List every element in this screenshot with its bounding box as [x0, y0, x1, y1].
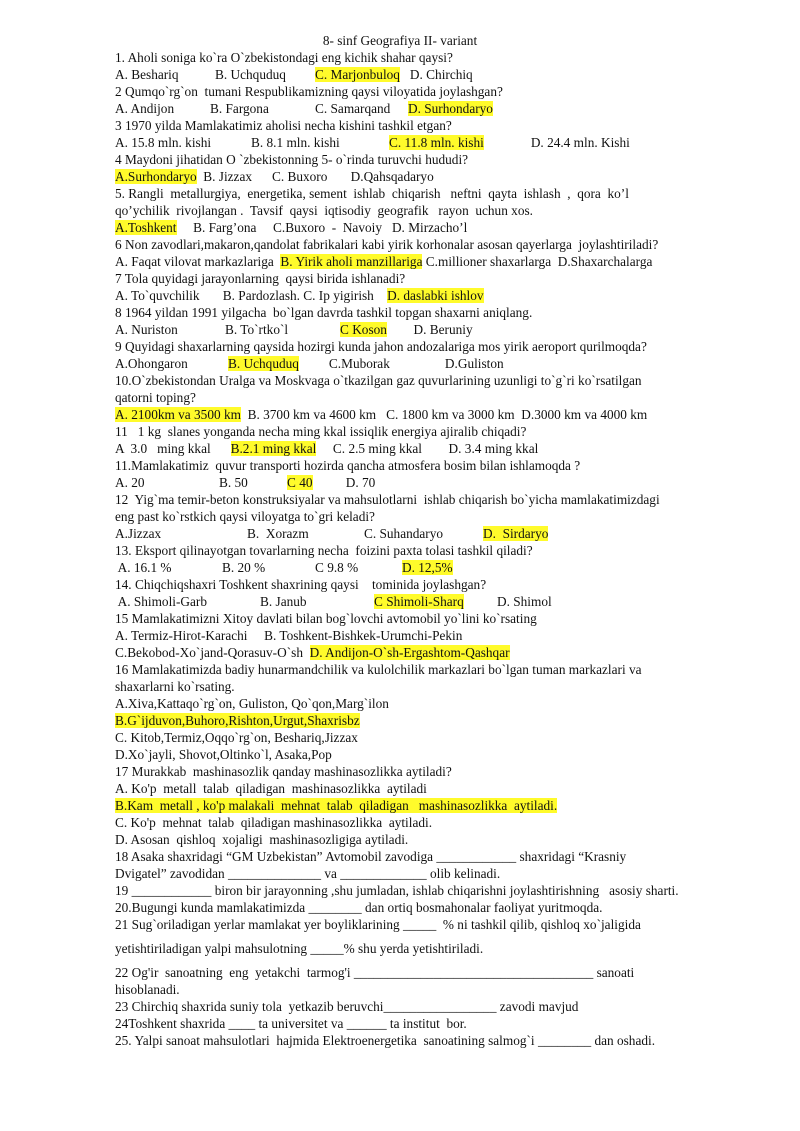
text-line [115, 729, 740, 746]
text-line [115, 998, 740, 1015]
highlighted-answer: A.Surhondaryo [115, 169, 197, 184]
text-line [115, 406, 740, 423]
highlighted-answer: C Koson [340, 322, 387, 337]
text-line [115, 763, 740, 780]
text-segment: B. To`rtko`l [225, 322, 289, 337]
text-segment: 17 Murakkab mashinasozlik qanday mashinasozlikka aytiladi? [115, 764, 452, 779]
text-segment: 20.Bugungi kunda mamlakatimizda ________ dan ortiq bosmahonalar faoliyat yuritmoqda. [115, 900, 603, 915]
text-line [115, 916, 740, 933]
text-segment: B. Janub [260, 594, 307, 609]
highlighted-answer: D. 12,5% [402, 560, 453, 575]
text-segment: A. Faqat vilovat markazlariga [115, 254, 281, 269]
text-line [115, 797, 740, 814]
highlighted-answer: A. 2100km va 3500 km [115, 407, 241, 422]
text-line [115, 508, 740, 525]
highlighted-answer: B. Uchquduq [228, 356, 299, 371]
text-segment: B. 8.1 mln. kishi [251, 135, 340, 150]
text-segment: C. Ko'p mehnat talab qiladigan mashinasozlikka aytiladi. [115, 815, 433, 830]
text-segment: A 3.0 ming kkal [115, 441, 231, 456]
text-line [115, 695, 740, 712]
text-line [115, 1032, 740, 1049]
text-line [115, 576, 740, 593]
text-line [115, 423, 740, 440]
text-line [115, 440, 740, 457]
text-line [115, 270, 740, 287]
text-segment: B. Uchquduq [215, 67, 286, 82]
text-segment: 3 1970 yilda Mamlakatimiz aholisi necha kishini tashkil etgan? [115, 118, 452, 133]
text-segment: 19 ____________ biron bir jarayonning ,shu jumladan, ishlab chiqarishni joylashtirishning asosiy sharti. [115, 883, 679, 898]
text-line [115, 865, 740, 882]
text-segment: C.Muborak [328, 356, 390, 371]
text-line [115, 899, 740, 916]
text-segment: A.Xiva,Kattaqo`rg`on, Guliston, Qo`qon,Marg`ilon [115, 696, 389, 711]
text-line [115, 100, 740, 117]
highlighted-answer: D. Sirdaryo [483, 526, 549, 541]
text-line [115, 457, 740, 474]
text-segment: 25. Yalpi sanoat mahsulotlari hajmida Elektroenergetika sanoatining salmog`i ________ dan oshadi. [115, 1033, 656, 1048]
text-line [115, 49, 740, 66]
text-segment: C.Bekobod-Xo`jand-Qorasuv-O`sh [115, 645, 310, 660]
text-segment: A. 15.8 mln. kishi [115, 135, 212, 150]
text-line [115, 304, 740, 321]
highlighted-answer: C 40 [287, 475, 313, 490]
text-line [115, 168, 740, 185]
text-segment: 23 Chirchiq shaxrida suniy tola yetkazib beruvchi_________________ zavodi mavjud [115, 999, 579, 1014]
highlighted-answer: C. 11.8 mln. kishi [389, 135, 484, 150]
text-line [115, 964, 740, 981]
text-segment: D.Xo`jayli, Shovot,Oltinko`l, Asaka,Pop [115, 747, 332, 762]
text-segment: C 9.8 % [315, 560, 359, 575]
text-line [115, 117, 740, 134]
spacer [115, 957, 740, 964]
text-line [115, 151, 740, 168]
text-segment: D. Beruniy [386, 322, 473, 337]
text-line [115, 389, 740, 406]
text-segment: 18 Asaka shaxridagi “GM Uzbekistan” Avtomobil zavodiga ____________ shaxridagi “Krasniy [115, 849, 627, 864]
text-segment: A. To`quvchilik B. Pardozlash. C. Ip yigirish [115, 288, 388, 303]
text-line [115, 593, 740, 610]
text-segment: A. Ko'p metall talab qiladigan mashinasozlikka aytiladi [115, 781, 427, 796]
highlighted-answer: B. Yirik aholi manzillariga [280, 254, 423, 269]
text-segment: 7 Tola quyidagi jarayonlarning qaysi birida ishlanadi? [115, 271, 406, 286]
text-segment: A.Ohongaron [115, 356, 188, 371]
text-segment: B. Farg’ona C.Buxoro - Navoiy D. Mirzacho’l [176, 220, 468, 235]
highlighted-answer: A.Toshkent [115, 220, 177, 235]
text-segment: A. Nuriston [115, 322, 178, 337]
page-title: 8- sinf Geografiya II- variant [322, 33, 478, 48]
text-line [115, 848, 740, 865]
spacer [115, 933, 740, 940]
text-line [115, 355, 740, 372]
text-segment: 11 1 kg slanes yonganda necha ming kkal issiqlik energiya ajiralib chiqadi? [115, 424, 527, 439]
text-line [115, 746, 740, 763]
text-segment: eng past ko`rstkich qaysi viloyatga to`gri keladi? [115, 509, 375, 524]
text-segment: C. Kitob,Termiz,Oqqo`rg`on, Beshariq,Jizzax [115, 730, 358, 745]
text-segment: 6 Non zavodlari,makaron,qandolat fabrikalari kabi yirik korhonalar asosan qayerlarga joylashtiriladi? [115, 237, 659, 252]
text-segment: A.Jizzax [115, 526, 162, 541]
text-segment: shaxarlarni ko`rsating. [115, 679, 235, 694]
highlighted-answer: C Shimoli-Sharq [374, 594, 464, 609]
text-segment: 9 Quyidagi shaxarlarning qaysida hozirgi kunda jahon andozalariga mos yirik aeroport qurilmoqda? [115, 339, 647, 354]
text-segment: A. Termiz-Hirot-Karachi B. Toshkent-Bishkek-Urumchi-Pekin [115, 628, 463, 643]
text-line [115, 287, 740, 304]
text-segment: hisoblanadi. [115, 982, 180, 997]
text-line [115, 712, 740, 729]
text-segment: D. Shimol [463, 594, 552, 609]
text-line [115, 559, 740, 576]
highlighted-answer: D. Surhondaryo [408, 101, 493, 116]
text-segment: D. 24.4 mln. Kishi [530, 135, 630, 150]
text-segment: A. Andijon [115, 101, 175, 116]
text-line [115, 219, 740, 236]
text-segment: B. 20 % [222, 560, 266, 575]
text-line [115, 525, 740, 542]
text-line [115, 134, 740, 151]
text-segment: B. Jizzax C. Buxoro D.Qahsqadaryo [196, 169, 434, 184]
text-segment: B. 50 [219, 475, 248, 490]
text-line [115, 678, 740, 695]
text-segment: D. Asosan qishloq xojaligi mashinasozligiga aytiladi. [115, 832, 409, 847]
text-segment: 13. Eksport qilinayotgan tovarlarning necha foizini paxta tolasi tashkil qiladi? [115, 543, 533, 558]
text-line [115, 83, 740, 100]
text-segment: D. Chirchiq [399, 67, 473, 82]
text-segment: C. Suhandaryo [364, 526, 444, 541]
text-segment: Dvigatel” zavodidan ______________ va _____________ olib kelinadi. [115, 866, 501, 881]
text-segment: 4 Maydoni jihatidan O `zbekistonning 5- o`rinda turuvchi hududi? [115, 152, 469, 167]
text-line [115, 236, 740, 253]
question-list [115, 49, 740, 1049]
text-segment: C. Samarqand [315, 101, 391, 116]
highlighted-answer: D. daslabki ishlov [387, 288, 484, 303]
text-line [115, 981, 740, 998]
text-segment: qatorni toping? [115, 390, 196, 405]
text-line [115, 882, 740, 899]
text-line [115, 644, 740, 661]
text-line [115, 661, 740, 678]
text-segment: 22 Og'ir sanoatning eng yetakchi tarmog'i ____________________________________ sanoati [115, 965, 635, 980]
text-line [115, 372, 740, 389]
highlighted-answer: C. Marjonbuloq [315, 67, 400, 82]
text-segment: 14. Chiqchiqshaxri Toshkent shaxrining qaysi tominida joylashgan? [115, 577, 487, 592]
text-segment: 12 Yig`ma temir-beton konstruksiyalar va mahsulotlarni ishlab chiqarish bo`yicha mamlakatimizdagi [115, 492, 660, 507]
text-segment: 11.Mamlakatimiz quvur transporti hozirda qancha atmosfera bosim bilan ishlamoqda ? [115, 458, 581, 473]
text-line [115, 474, 740, 491]
text-segment: A. 20 [115, 475, 145, 490]
text-segment: A. 16.1 % [115, 560, 172, 575]
text-segment: 21 Sug`oriladigan yerlar mamlakat yer boyliklarining _____ % ni tashkil qilib, qishloq xo`jaligida [115, 917, 641, 932]
text-segment: D. 70 [312, 475, 376, 490]
text-line [115, 202, 740, 219]
highlighted-answer: D. Andijon-O`sh-Ergashtom-Qashqar [309, 645, 510, 660]
text-line [115, 610, 740, 627]
highlighted-answer: B.2.1 ming kkal [230, 441, 317, 456]
text-segment: 2 Qumqo`rg`on tumani Respublikamizning qaysi viloyatida joylashgan? [115, 84, 503, 99]
text-line [115, 940, 740, 957]
text-segment: 15 Mamlakatimizni Xitoy davlati bilan bog`lovchi avtomobil yo`lini ko`rsating [115, 611, 537, 626]
text-line [115, 338, 740, 355]
text-line [115, 253, 740, 270]
text-segment: B. 3700 km va 4600 km C. 1800 km va 3000 km D.3000 km va 4000 km [240, 407, 648, 422]
highlighted-answer: B.Kam metall , ko'p malakali mehnat talab qiladigan mashinasozlikka aytiladi. [115, 798, 558, 813]
text-segment: 16 Mamlakatimizda badiy hunarmandchilik va kulolchilik markazlari bo`lgan tuman markazlari va [115, 662, 642, 677]
text-segment: 24Toshkent shaxrida ____ ta universitet va ______ ta institut bor. [115, 1016, 467, 1031]
text-line [115, 814, 740, 831]
text-segment: D.Guliston [444, 356, 504, 371]
text-line [115, 66, 740, 83]
text-segment: yetishtiriladigan yalpi mahsulotning _____% shu yerda yetishtiriladi. [115, 941, 484, 956]
text-segment: C. 2.5 ming kkal D. 3.4 ming kkal [316, 441, 539, 456]
text-segment: C.millioner shaxarlarga D.Shaxarchalarga [422, 254, 653, 269]
text-segment: A. Beshariq [115, 67, 179, 82]
text-line [115, 491, 740, 508]
text-segment: 10.O`zbekistondan Uralga va Moskvaga o`tkazilgan gaz quvurlarining uzunligi to`g`ri ko`rsatilgan [115, 373, 642, 388]
text-line [115, 1015, 740, 1032]
text-line [115, 321, 740, 338]
text-segment: 1. Aholi soniga ko`ra O`zbekistondagi eng kichik shahar qaysi? [115, 50, 453, 65]
text-segment: qo’ychilik rivojlangan . Tavsif qaysi iqtisodiy geografik rayon uchun xos. [115, 203, 533, 218]
text-segment: A. Shimoli-Garb [115, 594, 207, 609]
text-line [115, 627, 740, 644]
text-segment: B. Xorazm [247, 526, 309, 541]
text-line [115, 542, 740, 559]
text-line [115, 780, 740, 797]
text-line [115, 831, 740, 848]
text-line [115, 185, 740, 202]
text-segment: 8 1964 yildan 1991 yilgacha bo`lgan davrda tashkil topgan shaxarni aniqlang. [115, 305, 533, 320]
text-segment: 5. Rangli metallurgiya, energetika, sement ishlab chiqarish neftni qayta ishlash , qora ko’l [115, 186, 629, 201]
highlighted-answer: B.G`ijduvon,Buhoro,Rishton,Urgut,Shaxrisbz [115, 713, 360, 728]
text-segment: B. Fargona [210, 101, 269, 116]
